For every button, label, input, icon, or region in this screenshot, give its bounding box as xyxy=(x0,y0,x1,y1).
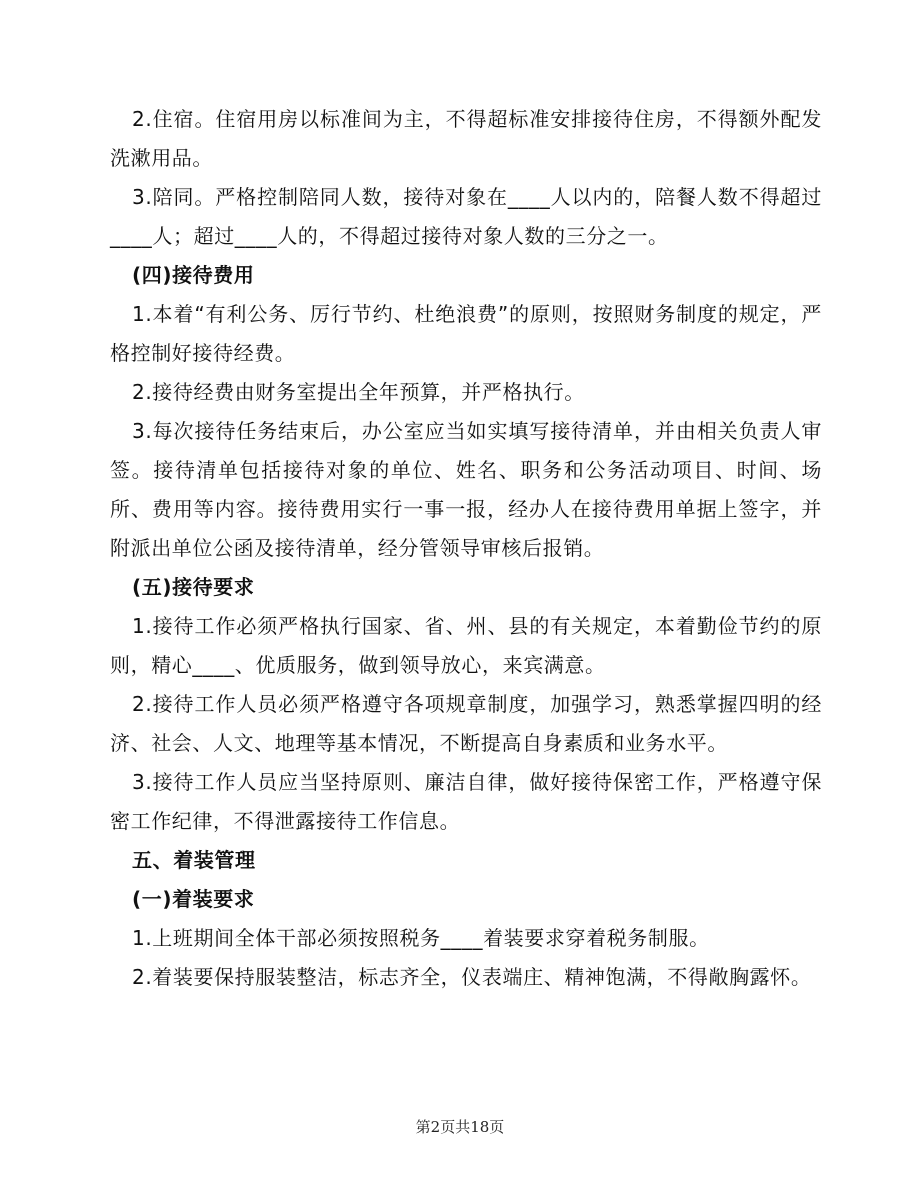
paragraph-dress-uniform: 1.上班期间全体干部必须按照税务____着装要求穿着税务制服。 xyxy=(132,926,710,950)
paragraph-requirement-study: 2.接待工作人员必须严格遵守各项规章制度，加强学习，熟悉掌握四明的经济、社会、人文、地理等基本情况，不断提高自身素质和业务水平。 xyxy=(110,692,822,755)
paragraph-cost-budget: 2.接待经费由财务室提出全年预算，并严格执行。 xyxy=(132,380,585,404)
section-heading-dress-management: 五、着装管理 xyxy=(132,848,256,872)
paragraph-accompany: 3.陪同。严格控制陪同人数，接待对象在____人以内的，陪餐人数不得超过____人；超过____人的，不得超过接待对象人数的三分之一。 xyxy=(110,185,822,248)
section-heading-reception-costs: (四)接待费用 xyxy=(132,263,255,287)
document-body xyxy=(110,100,822,997)
paragraph-requirement-confidential: 3.接待工作人员应当坚持原则、廉洁自律，做好接待保密工作，严格遵守保密工作纪律，不得泄露接待工作信息。 xyxy=(110,770,822,833)
page-number: 第2页共18页 xyxy=(415,1118,505,1136)
paragraph-requirement-rules: 1.接待工作必须严格执行国家、省、州、县的有关规定，本着勤俭节约的原则，精心____、优质服务，做到领导放心，来宾满意。 xyxy=(110,614,822,677)
section-heading-reception-requirements: (五)接待要求 xyxy=(132,575,255,599)
paragraph-cost-principle: 1.本着“有利公务、厉行节约、杜绝浪费”的原则，按照财务制度的规定，严格控制好接待经费。 xyxy=(110,302,822,365)
section-heading-dress-requirements: (一)着装要求 xyxy=(132,887,255,911)
paragraph-cost-list: 3.每次接待任务结束后，办公室应当如实填写接待清单，并由相关负责人审签。接待清单包括接待对象的单位、姓名、职务和公务活动项目、时间、场所、费用等内容。接待费用实行一事一报，经办人在接待费用单据上签字，并附派出单位公函及接待清单，经分管领导审核后报销。 xyxy=(110,419,822,560)
paragraph-dress-neat: 2.着装要保持服装整洁，标志齐全，仪表端庄、精神饱满，不得敞胸露怀。 xyxy=(132,965,812,989)
paragraph-lodging: 2.住宿。住宿用房以标准间为主，不得超标准安排接待住房，不得额外配发洗漱用品。 xyxy=(110,107,822,170)
